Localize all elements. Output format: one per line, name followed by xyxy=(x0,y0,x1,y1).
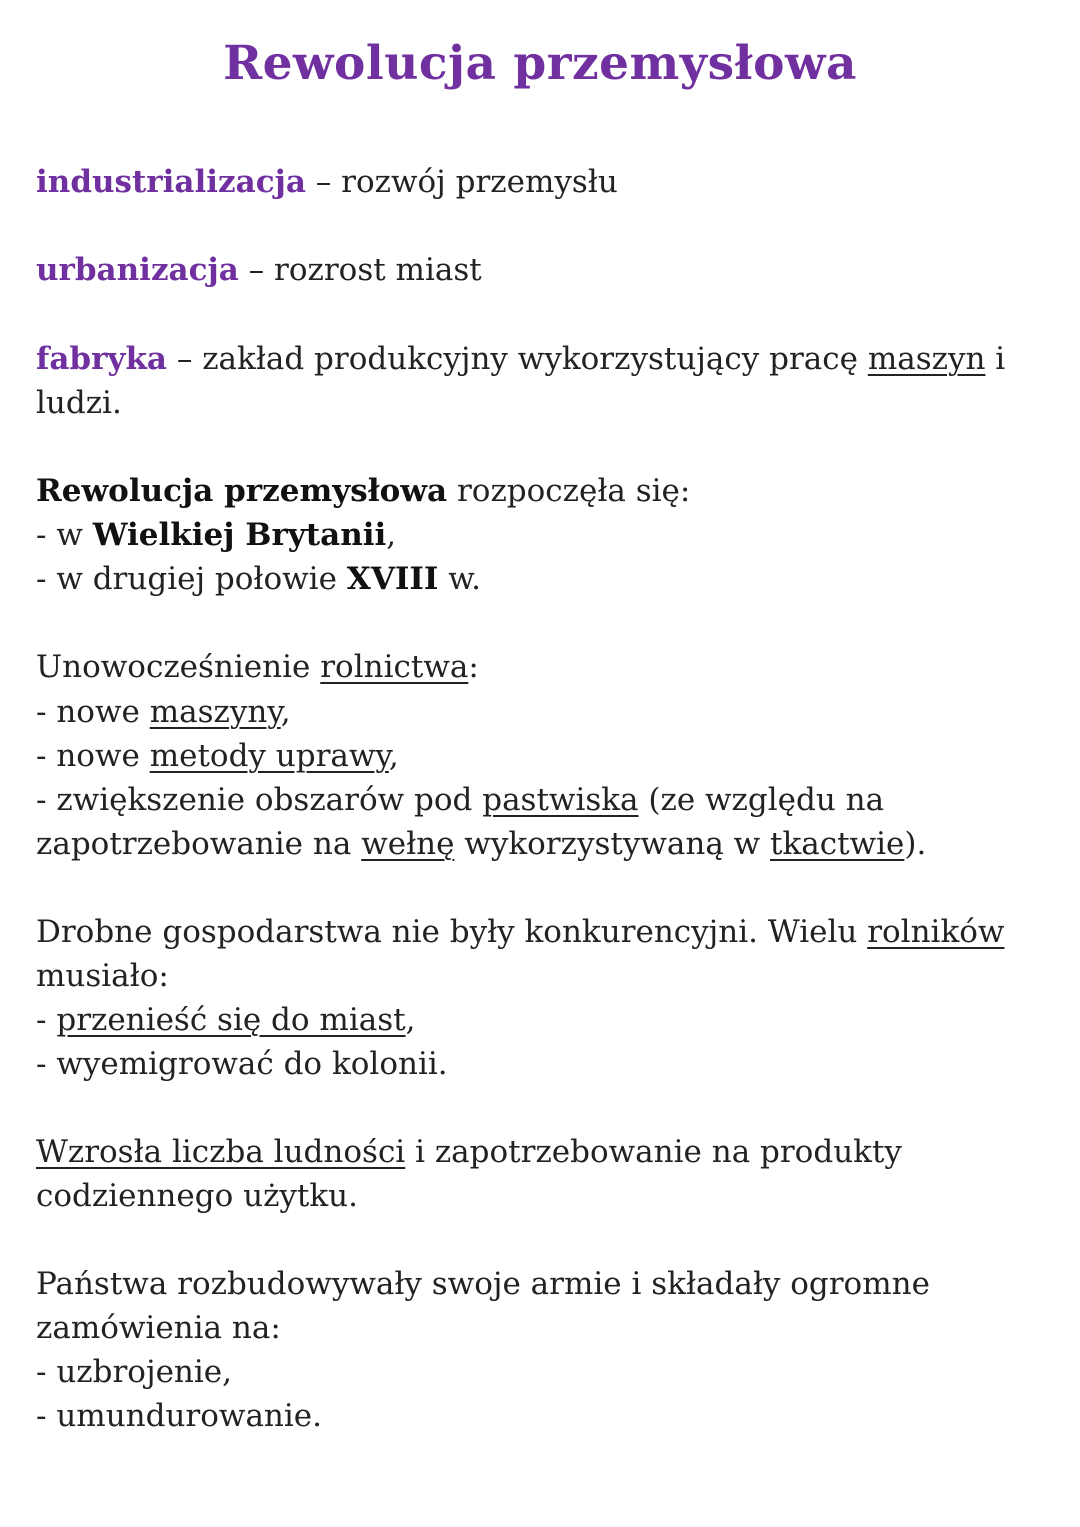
underlined-word: pastwiska xyxy=(482,782,639,818)
rolnictwo-item xyxy=(36,690,291,734)
list-item-text: - nowe xyxy=(36,738,150,774)
list-item-text: - nowe xyxy=(36,694,150,730)
definition-text: – zakład produkcyjny wykorzystujący pracę xyxy=(167,341,868,377)
definition-text: – rozwój przemysłu xyxy=(305,164,618,200)
underlined-word: maszyn xyxy=(867,341,986,377)
paragraph-text: : xyxy=(468,649,479,685)
paragraph-text: zamówienia na: xyxy=(36,1310,281,1346)
term-industrializacja: industrializacja xyxy=(36,164,306,200)
paragraph-text: rozpoczęła się: xyxy=(447,473,691,509)
underlined-word: Wzrosła liczba ludności xyxy=(36,1134,406,1170)
definition-industrializacja xyxy=(36,160,618,204)
list-item-text: ). xyxy=(904,826,927,862)
rewolucja-item xyxy=(36,513,396,557)
underlined-word: tkactwie xyxy=(770,826,905,862)
definition-text: ludzi. xyxy=(36,385,122,421)
underlined-word: rolników xyxy=(867,914,1005,950)
gospodarstwa-line2 xyxy=(36,954,169,998)
list-item-text: zapotrzebowanie na xyxy=(36,826,362,862)
rolnictwo-item xyxy=(36,778,884,822)
bold-phrase: Rewolucja przemysłowa xyxy=(36,473,448,509)
ludnosc-paragraph xyxy=(36,1130,902,1174)
definition-urbanizacja xyxy=(36,248,482,292)
list-item-text: , xyxy=(405,1002,416,1038)
definition-fabryka-line2 xyxy=(36,381,122,425)
definition-text: i xyxy=(985,341,1006,377)
term-fabryka: fabryka xyxy=(36,341,168,377)
gospodarstwa-item xyxy=(36,1042,448,1086)
rolnictwo-item-line2 xyxy=(36,822,926,866)
paragraph-text: musiało: xyxy=(36,958,169,994)
underlined-word: przenieść się do miast xyxy=(56,1002,406,1038)
paragraph-text: Państwa rozbudowywały swoje armie i składały ogromne xyxy=(36,1266,930,1302)
list-item-text: - w drugiej połowie xyxy=(36,561,347,597)
list-item-text: , xyxy=(280,694,291,730)
rolnictwo-heading xyxy=(36,645,479,689)
underlined-word: wełnę xyxy=(361,826,455,862)
list-item-text: - zwiększenie obszarów pod xyxy=(36,782,483,818)
list-item-text: - w xyxy=(36,517,93,553)
list-item-text: wykorzystywaną w xyxy=(454,826,771,862)
page-title: Rewolucja przemysłowa xyxy=(223,36,857,91)
panstwa-item xyxy=(36,1394,322,1438)
paragraph-text: Drobne gospodarstwa nie były konkurencyjni. Wielu xyxy=(36,914,868,950)
list-item-text: - xyxy=(36,1002,57,1038)
definition-text: – rozrost miast xyxy=(238,252,482,288)
list-item-text: - uzbrojenie, xyxy=(36,1354,232,1390)
bold-phrase: Wielkiej Brytanii xyxy=(92,517,387,553)
underlined-word: rolnictwa xyxy=(320,649,469,685)
paragraph-text: i zapotrzebowanie na produkty xyxy=(405,1134,902,1170)
list-item-text: , xyxy=(388,738,399,774)
gospodarstwa-item xyxy=(36,998,415,1042)
bold-phrase: XVIII xyxy=(346,561,439,597)
definition-fabryka xyxy=(36,337,1005,381)
rewolucja-item xyxy=(36,557,481,601)
underlined-word: maszyny xyxy=(149,694,281,730)
gospodarstwa-paragraph xyxy=(36,910,1004,954)
rolnictwo-item xyxy=(36,734,399,778)
list-item-text: - umundurowanie. xyxy=(36,1398,323,1434)
list-item-text: w. xyxy=(438,561,481,597)
paragraph-text: codziennego użytku. xyxy=(36,1178,358,1214)
term-urbanizacja: urbanizacja xyxy=(36,252,239,288)
list-item-text: (ze względu na xyxy=(638,782,885,818)
ludnosc-line2 xyxy=(36,1174,358,1218)
underlined-word: metody uprawy xyxy=(149,738,389,774)
list-item-text: , xyxy=(386,517,397,553)
list-item-text: - wyemigrować do kolonii. xyxy=(36,1046,448,1082)
rewolucja-heading xyxy=(36,469,690,513)
panstwa-item xyxy=(36,1350,232,1394)
panstwa-paragraph xyxy=(36,1262,930,1306)
panstwa-line2 xyxy=(36,1306,281,1350)
paragraph-text: Unowocześnienie xyxy=(36,649,321,685)
